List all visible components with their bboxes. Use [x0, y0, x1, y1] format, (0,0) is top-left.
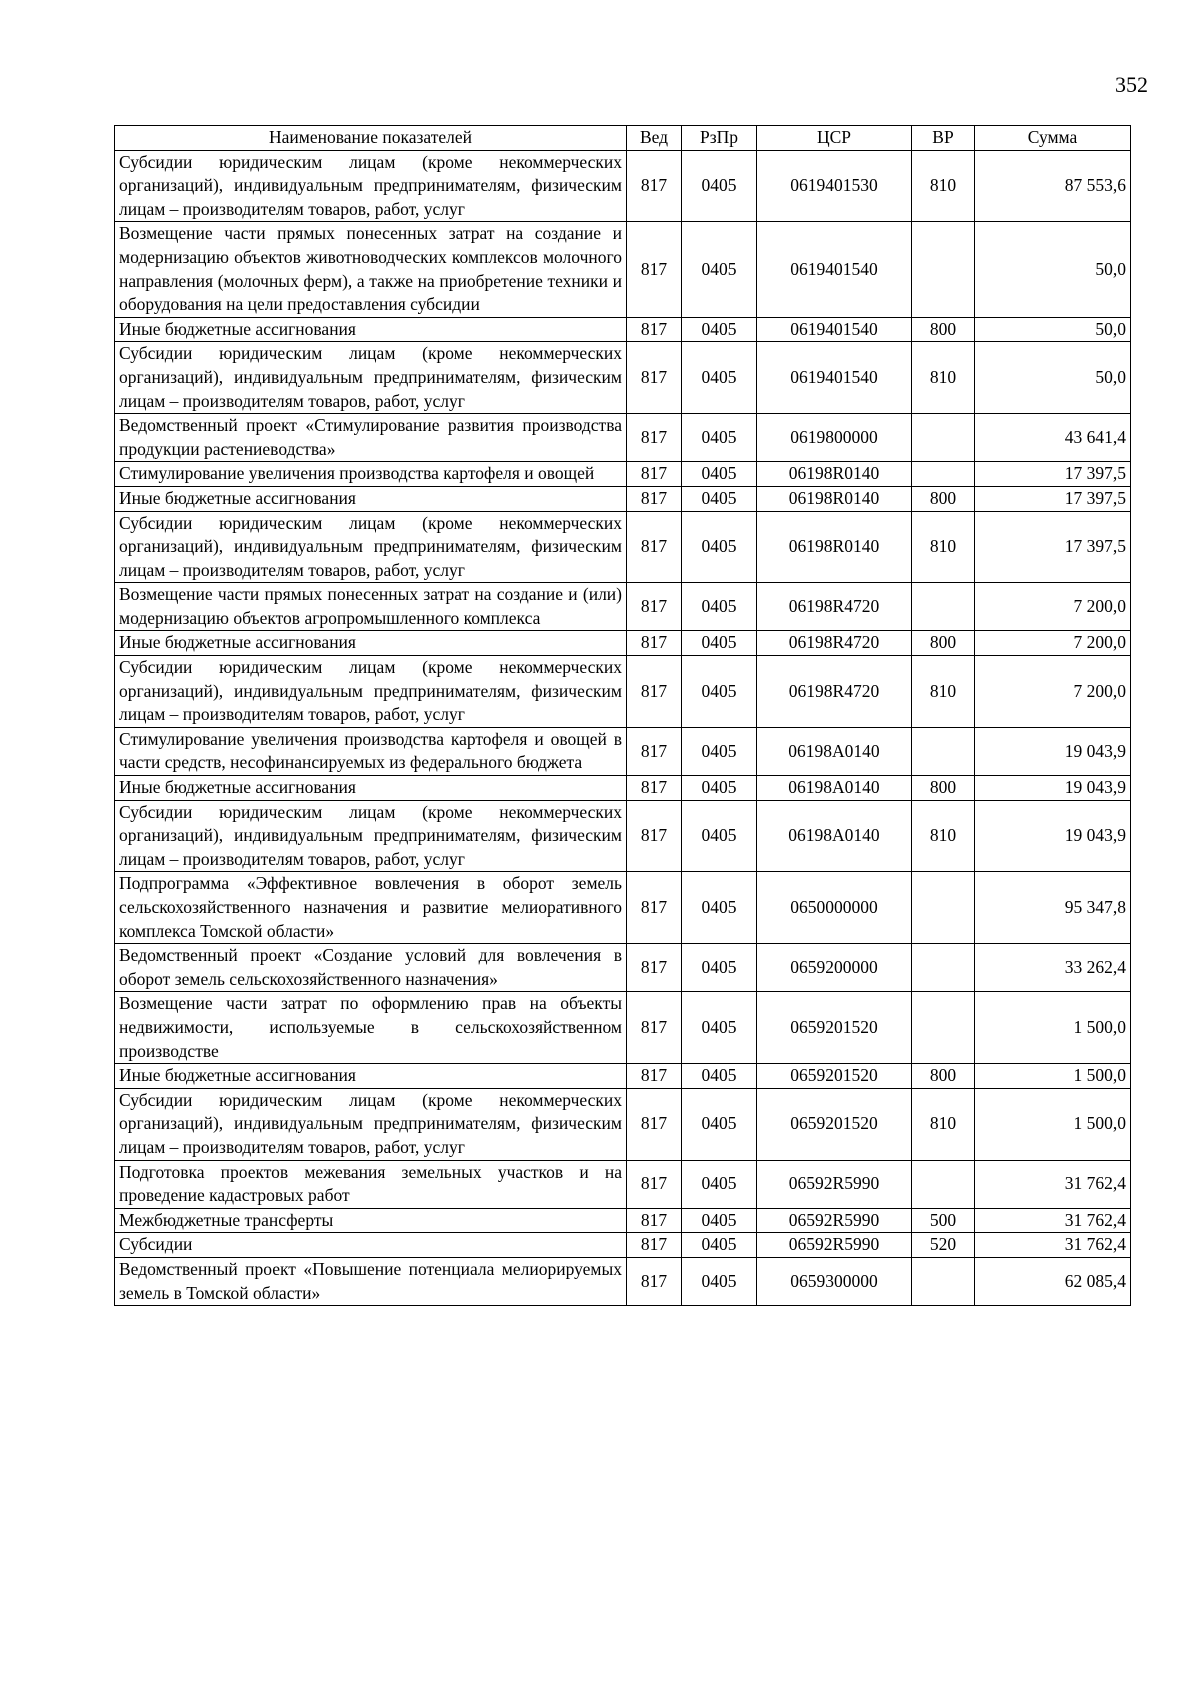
cell-ved: 817: [627, 462, 682, 487]
cell-vr: [912, 583, 975, 631]
cell-ved: 817: [627, 800, 682, 872]
table-row: [115, 1233, 1131, 1258]
cell-sum: 17 397,5: [975, 486, 1131, 511]
cell-sum: 7 200,0: [975, 583, 1131, 631]
cell-rzpr: 0405: [682, 1088, 757, 1160]
cell-ved: 817: [627, 414, 682, 462]
cell-name: Ведомственный проект «Стимулирование развития производства продукции растениеводства»: [115, 414, 627, 462]
cell-name: Иные бюджетные ассигнования: [115, 486, 627, 511]
table-header-row: [115, 126, 1131, 151]
cell-name: Субсидии юридическим лицам (кроме некоммерческих организаций), индивидуальным предпринимателям, физическим лицам – производителям товаров, работ, услуг: [115, 656, 627, 728]
header-ved: Вед: [627, 126, 682, 151]
cell-csr: 06198R4720: [757, 583, 912, 631]
cell-vr: 520: [912, 1233, 975, 1258]
table-row: [115, 342, 1131, 414]
cell-csr: 06198R0140: [757, 486, 912, 511]
table-row: [115, 1064, 1131, 1089]
cell-csr: 0659200000: [757, 944, 912, 992]
cell-vr: 810: [912, 150, 975, 222]
cell-csr: 06592R5990: [757, 1208, 912, 1233]
cell-vr: 800: [912, 317, 975, 342]
cell-rzpr: 0405: [682, 727, 757, 775]
cell-name: Возмещение части прямых понесенных затрат на создание и модернизацию объектов животноводческих комплексов молочного направления (молочных ферм), а также на приобретение техники и оборудования на цели предоставления субсидии: [115, 222, 627, 317]
cell-csr: 06198A0140: [757, 727, 912, 775]
cell-csr: 0619401540: [757, 222, 912, 317]
cell-vr: [912, 872, 975, 944]
cell-name: Субсидии юридическим лицам (кроме некоммерческих организаций), индивидуальным предпринимателям, физическим лицам – производителям товаров, работ, услуг: [115, 1088, 627, 1160]
cell-rzpr: 0405: [682, 317, 757, 342]
cell-name: Субсидии юридическим лицам (кроме некоммерческих организаций), индивидуальным предпринимателям, физическим лицам – производителям товаров, работ, услуг: [115, 511, 627, 583]
cell-rzpr: 0405: [682, 992, 757, 1064]
cell-rzpr: 0405: [682, 1160, 757, 1208]
cell-name: Субсидии юридическим лицам (кроме некоммерческих организаций), индивидуальным предпринимателям, физическим лицам – производителям товаров, работ, услуг: [115, 150, 627, 222]
cell-vr: [912, 462, 975, 487]
cell-rzpr: 0405: [682, 222, 757, 317]
cell-vr: 800: [912, 486, 975, 511]
cell-vr: 800: [912, 1064, 975, 1089]
cell-sum: 62 085,4: [975, 1257, 1131, 1305]
cell-sum: 1 500,0: [975, 992, 1131, 1064]
cell-sum: 50,0: [975, 317, 1131, 342]
cell-rzpr: 0405: [682, 1064, 757, 1089]
table-row: [115, 776, 1131, 801]
cell-csr: 0659201520: [757, 1064, 912, 1089]
cell-sum: 43 641,4: [975, 414, 1131, 462]
cell-csr: 0619401540: [757, 342, 912, 414]
cell-name: Стимулирование увеличения производства картофеля и овощей: [115, 462, 627, 487]
cell-sum: 1 500,0: [975, 1088, 1131, 1160]
cell-vr: 810: [912, 1088, 975, 1160]
cell-ved: 817: [627, 583, 682, 631]
page-number: 352: [1115, 72, 1148, 97]
cell-rzpr: 0405: [682, 631, 757, 656]
header-rzpr: РзПр: [682, 126, 757, 151]
cell-ved: 817: [627, 872, 682, 944]
cell-vr: [912, 1257, 975, 1305]
cell-name: Субсидии: [115, 1233, 627, 1258]
cell-sum: 1 500,0: [975, 1064, 1131, 1089]
cell-csr: 0619800000: [757, 414, 912, 462]
cell-vr: 500: [912, 1208, 975, 1233]
cell-sum: 33 262,4: [975, 944, 1131, 992]
table-row: [115, 511, 1131, 583]
cell-csr: 06198R4720: [757, 631, 912, 656]
cell-csr: 0659300000: [757, 1257, 912, 1305]
header-sum: Сумма: [975, 126, 1131, 151]
cell-csr: 0659201520: [757, 992, 912, 1064]
table-row: [115, 872, 1131, 944]
cell-name: Ведомственный проект «Повышение потенциала мелиорируемых земель в Томской области»: [115, 1257, 627, 1305]
cell-ved: 817: [627, 317, 682, 342]
cell-rzpr: 0405: [682, 1233, 757, 1258]
cell-csr: 06198R0140: [757, 462, 912, 487]
table-row: [115, 583, 1131, 631]
cell-vr: [912, 1160, 975, 1208]
cell-vr: [912, 944, 975, 992]
cell-name: Подготовка проектов межевания земельных участков и на проведение кадастровых работ: [115, 1160, 627, 1208]
cell-name: Субсидии юридическим лицам (кроме некоммерческих организаций), индивидуальным предпринимателям, физическим лицам – производителям товаров, работ, услуг: [115, 342, 627, 414]
cell-vr: [912, 727, 975, 775]
table-row: [115, 462, 1131, 487]
cell-ved: 817: [627, 656, 682, 728]
cell-sum: 17 397,5: [975, 462, 1131, 487]
cell-csr: 06198A0140: [757, 776, 912, 801]
cell-name: Иные бюджетные ассигнования: [115, 1064, 627, 1089]
cell-name: Стимулирование увеличения производства картофеля и овощей в части средств, несофинансируемых из федерального бюджета: [115, 727, 627, 775]
cell-vr: [912, 222, 975, 317]
cell-rzpr: 0405: [682, 1208, 757, 1233]
cell-csr: 0659201520: [757, 1088, 912, 1160]
cell-rzpr: 0405: [682, 944, 757, 992]
cell-name: Подпрограмма «Эффективное вовлечения в оборот земель сельскохозяйственного назначения и развитие мелиоративного комплекса Томской области»: [115, 872, 627, 944]
cell-csr: 0619401540: [757, 317, 912, 342]
budget-table: [114, 125, 1131, 1306]
cell-rzpr: 0405: [682, 656, 757, 728]
cell-ved: 817: [627, 1208, 682, 1233]
table-row: [115, 222, 1131, 317]
cell-sum: 31 762,4: [975, 1233, 1131, 1258]
cell-vr: 800: [912, 631, 975, 656]
cell-name: Возмещение части прямых понесенных затрат на создание и (или) модернизацию объектов агропромышленного комплекса: [115, 583, 627, 631]
cell-ved: 817: [627, 1088, 682, 1160]
cell-sum: 31 762,4: [975, 1160, 1131, 1208]
cell-rzpr: 0405: [682, 583, 757, 631]
cell-rzpr: 0405: [682, 462, 757, 487]
cell-csr: 06592R5990: [757, 1233, 912, 1258]
cell-name: Иные бюджетные ассигнования: [115, 317, 627, 342]
header-csr: ЦСР: [757, 126, 912, 151]
cell-rzpr: 0405: [682, 414, 757, 462]
cell-sum: 95 347,8: [975, 872, 1131, 944]
table-row: [115, 1160, 1131, 1208]
table-row: [115, 944, 1131, 992]
cell-name: Иные бюджетные ассигнования: [115, 631, 627, 656]
header-name: Наименование показателей: [115, 126, 627, 151]
cell-rzpr: 0405: [682, 872, 757, 944]
header-vr: ВР: [912, 126, 975, 151]
cell-csr: 06198R0140: [757, 511, 912, 583]
cell-csr: 06198A0140: [757, 800, 912, 872]
cell-vr: 810: [912, 342, 975, 414]
cell-ved: 817: [627, 486, 682, 511]
cell-rzpr: 0405: [682, 150, 757, 222]
cell-csr: 06198R4720: [757, 656, 912, 728]
table-row: [115, 656, 1131, 728]
cell-ved: 817: [627, 1257, 682, 1305]
cell-rzpr: 0405: [682, 486, 757, 511]
cell-sum: 87 553,6: [975, 150, 1131, 222]
cell-ved: 817: [627, 1064, 682, 1089]
cell-vr: 810: [912, 656, 975, 728]
cell-csr: 0619401530: [757, 150, 912, 222]
cell-vr: 810: [912, 511, 975, 583]
table-row: [115, 631, 1131, 656]
cell-sum: 19 043,9: [975, 776, 1131, 801]
table-row: [115, 1257, 1131, 1305]
cell-ved: 817: [627, 511, 682, 583]
cell-sum: 50,0: [975, 342, 1131, 414]
cell-name: Субсидии юридическим лицам (кроме некоммерческих организаций), индивидуальным предпринимателям, физическим лицам – производителям товаров, работ, услуг: [115, 800, 627, 872]
table-row: [115, 486, 1131, 511]
cell-rzpr: 0405: [682, 511, 757, 583]
cell-ved: 817: [627, 1160, 682, 1208]
table-row: [115, 317, 1131, 342]
cell-name: Ведомственный проект «Создание условий для вовлечения в оборот земель сельскохозяйственного назначения»: [115, 944, 627, 992]
cell-sum: 17 397,5: [975, 511, 1131, 583]
cell-ved: 817: [627, 631, 682, 656]
cell-vr: 810: [912, 800, 975, 872]
cell-csr: 06592R5990: [757, 1160, 912, 1208]
cell-vr: [912, 414, 975, 462]
cell-sum: 7 200,0: [975, 631, 1131, 656]
cell-ved: 817: [627, 727, 682, 775]
table-row: [115, 150, 1131, 222]
cell-ved: 817: [627, 222, 682, 317]
cell-ved: 817: [627, 944, 682, 992]
table-row: [115, 992, 1131, 1064]
table-row: [115, 1208, 1131, 1233]
table-row: [115, 1088, 1131, 1160]
cell-sum: 7 200,0: [975, 656, 1131, 728]
cell-ved: 817: [627, 776, 682, 801]
cell-ved: 817: [627, 992, 682, 1064]
cell-name: Возмещение части затрат по оформлению прав на объекты недвижимости, используемые в сельскохозяйственном производстве: [115, 992, 627, 1064]
table-row: [115, 727, 1131, 775]
cell-vr: [912, 992, 975, 1064]
cell-ved: 817: [627, 150, 682, 222]
cell-sum: 50,0: [975, 222, 1131, 317]
cell-rzpr: 0405: [682, 342, 757, 414]
cell-rzpr: 0405: [682, 800, 757, 872]
cell-rzpr: 0405: [682, 776, 757, 801]
table-row: [115, 414, 1131, 462]
table-row: [115, 800, 1131, 872]
table-body: [115, 150, 1131, 1306]
cell-sum: 19 043,9: [975, 800, 1131, 872]
cell-ved: 817: [627, 342, 682, 414]
cell-sum: 31 762,4: [975, 1208, 1131, 1233]
cell-vr: 800: [912, 776, 975, 801]
cell-rzpr: 0405: [682, 1257, 757, 1305]
cell-csr: 0650000000: [757, 872, 912, 944]
cell-name: Межбюджетные трансферты: [115, 1208, 627, 1233]
cell-ved: 817: [627, 1233, 682, 1258]
cell-sum: 19 043,9: [975, 727, 1131, 775]
cell-name: Иные бюджетные ассигнования: [115, 776, 627, 801]
